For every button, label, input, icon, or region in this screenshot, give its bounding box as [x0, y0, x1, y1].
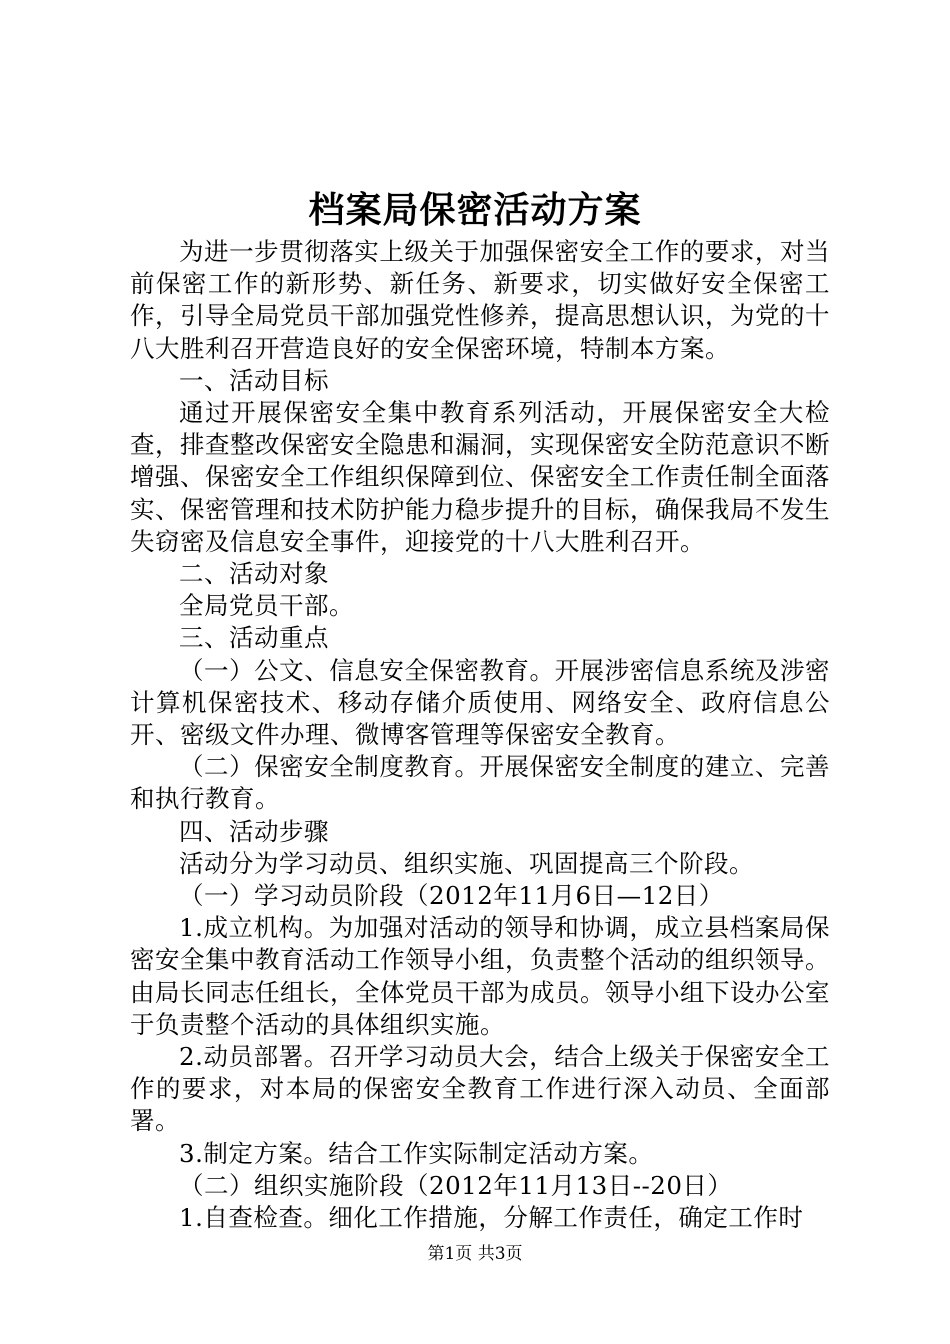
- section-heading-steps: 四、活动步骤: [179, 816, 329, 846]
- audience-paragraph: 全局党员干部。: [179, 591, 354, 621]
- section-heading-focus: 三、活动重点: [179, 623, 329, 653]
- phase-2-heading: （二）组织实施阶段（2012年11月13日--20日）: [179, 1170, 733, 1200]
- intro-paragraph: 为进一步贯彻落实上级关于加强保密安全工作的要求，对当前保密工作的新形势、新任务、新要求，切实做好安全保密工作，引导全局党员干部加强党性修养，提高思想认识，为党的十八大胜利召开营造良好的安全保密环境，特制本方案。: [130, 237, 830, 363]
- page-footer: 第1页 共3页: [427, 1244, 523, 1264]
- focus-item-2: （二）保密安全制度教育。开展保密安全制度的建立、完善和执行教育。: [130, 752, 830, 814]
- document-title: 档案局保密活动方案: [308, 189, 642, 231]
- goals-paragraph: 通过开展保密安全集中教育系列活动，开展保密安全大检查，排查整改保密安全隐患和漏洞，实现保密安全防范意识不断增强、保密安全工作组织保障到位、保密安全工作责任制全面落实、保密管理和技术防护能力稳步提升的目标，确保我局不发生失窃密及信息安全事件，迎接党的十八大胜利召开。: [130, 398, 830, 556]
- phase-1-item-2: 2.动员部署。召开学习动员大会，结合上级关于保密安全工作的要求，对本局的保密安全教育工作进行深入动员、全面部署。: [130, 1042, 830, 1136]
- steps-overview: 活动分为学习动员、组织实施、巩固提高三个阶段。: [179, 848, 754, 878]
- phase-1-heading: （一）学习动员阶段（2012年11月6日—12日）: [179, 881, 724, 911]
- section-heading-audience: 二、活动对象: [179, 559, 329, 589]
- section-heading-goals: 一、活动目标: [179, 365, 329, 395]
- phase-2-item-1: 1.自查检查。细化工作措施，分解工作责任，确定工作时: [179, 1203, 804, 1233]
- document-body: [130, 236, 830, 1234]
- phase-1-item-1: 1.成立机构。为加强对活动的领导和协调，成立县档案局保密安全集中教育活动工作领导小组，负责整个活动的组织领导。由局长同志任组长，全体党员干部为成员。领导小组下设办公室于负责整个活动的具体组织实施。: [130, 913, 830, 1039]
- phase-1-item-3: 3.制定方案。结合工作实际制定活动方案。: [179, 1138, 654, 1168]
- focus-item-1: （一）公文、信息安全保密教育。开展涉密信息系统及涉密计算机保密技术、移动存储介质使用、网络安全、政府信息公开、密级文件办理、微博客管理等保密安全教育。: [130, 655, 830, 750]
